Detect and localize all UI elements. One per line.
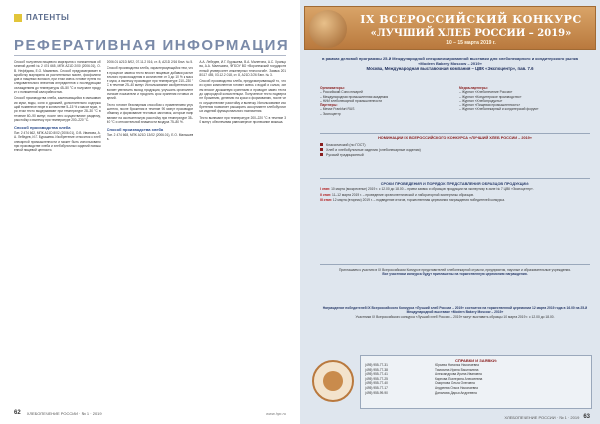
contacts-heading: СПРАВКИ И ЗАЯВКИ: bbox=[454, 358, 498, 363]
schedule-block bbox=[320, 182, 590, 203]
list-item: – Экспоцентр bbox=[320, 111, 341, 116]
media-partners-heading: Медиа-партнеры: bbox=[459, 86, 488, 90]
nomination-label: Русский традиционный bbox=[326, 153, 364, 157]
contacts-list bbox=[361, 363, 591, 395]
schedule-step-1 bbox=[320, 187, 590, 191]
step-label: II этап: bbox=[320, 192, 332, 197]
site-link[interactable]: www.hpr.ru bbox=[266, 411, 286, 416]
organizers-block bbox=[320, 86, 590, 116]
contest-intro bbox=[320, 56, 580, 71]
patent-paragraph: Способ производства хлеба, предусматривающий то, что из сухих компонентов готовят смесь с водой и солью, затем вносят дрожжевую суспензию и проводят замес теста до однородной консистенции. Полученное тесто подвергают брожению, делению на куски и формованию, после чего осуществляют расстойку и выпечку. Использование изобретения позволяет расширить ассортимент хлебобулочных изделий функционального назначения. bbox=[199, 79, 287, 114]
patent-paragraph: Тесто готовят безопарным способом с применением улучшителя, после брожения в течение 90 минут производят обминку и формование тестовых заготовок, которые направляют на окончательную расстойку при температуре 35–40 °С и относительной влажности воздуха 75–80 %. bbox=[106, 102, 194, 124]
patent-paragraph: 2006.01 A21D 8/02, 07.11.2 016, ст. 8, A21D 2/16 Бюл. № 5. bbox=[106, 60, 194, 64]
list-item: – Messe Frankfurt RUS bbox=[320, 107, 355, 112]
divider bbox=[320, 264, 590, 265]
patent-paragraph: Способ производства хлеба, характеризующийся тем, что в процессе замеса тесто вносят пищевые добавки растительного происхождения в количестве от 3 до 10 % к массе муки, а выпечку производят при температуре 210–230 °С в течение 25–40 минут. Использование изобретения позволяет увеличить выход продукции, улучшить органолептические показатели и продлить срок хранения готовых изделий. bbox=[106, 66, 194, 101]
patent-paragraph: Способ производства хлеба, заключающийся в смешивании муки, воды, соли и дрожжей, дополнительно содержащий тыквенное пюре в количестве 5–15 % к массе муки, при этом тесто выдерживают при температуре 28–30 °С в течение 60–90 минут, после чего осуществляют разделку, расстойку и выпечку при температуре 200–220 °С. bbox=[14, 96, 101, 122]
schedule-step-3 bbox=[320, 198, 590, 202]
step-label: I этап: bbox=[320, 187, 331, 192]
section-tag bbox=[14, 13, 69, 22]
bullet-icon bbox=[320, 143, 323, 146]
contact-row bbox=[361, 391, 591, 396]
list-item: – Международная промышленная академия bbox=[320, 94, 389, 99]
invite-block bbox=[320, 268, 590, 277]
patent-paragraph: Тесто выпекают при температуре 200–220 °С в течение 30 минут, обеспечивая равномерное пропекание мякиша. bbox=[199, 115, 287, 124]
list-item: – Российский Союз пекарей bbox=[320, 90, 363, 95]
nominations-heading: НОМИНАЦИИ IX ВСЕРОССИЙСКОГО КОНКУРСА «ЛУЧШИЙ ХЛЕБ РОССИИ – 2019» bbox=[378, 136, 532, 140]
nominations-list bbox=[320, 143, 590, 158]
organizers-list bbox=[320, 90, 451, 103]
patent-paragraph: Пат. 2 474 662, МПК A21D 8/02 (2006.01), О.В. Иванова, А.А. Лебедев, И.Г. Бурашева. Изобретение относится к хлебопекарной промышленности и может быть использовано при производстве хлеба и хлебобулочных изделий повышенной пищевой ценности. bbox=[14, 131, 101, 153]
article-column-1 bbox=[14, 60, 101, 405]
partners-list bbox=[320, 107, 451, 116]
contact-phone[interactable]: (495) 955-77-17 bbox=[365, 385, 388, 390]
rubric-divider bbox=[14, 55, 286, 56]
step-text: 12 марта (вторник) 2019 г. – подведение итогов, торжественная церемония награждения победителей конкурса. bbox=[332, 197, 505, 202]
contact-name: Юрьева Наталья Николаевна bbox=[435, 363, 479, 367]
divider bbox=[320, 178, 590, 179]
awards-block bbox=[320, 306, 590, 319]
bread-image-icon bbox=[309, 10, 347, 48]
contact-phone[interactable]: (495) 955-77-25 bbox=[365, 376, 388, 381]
list-item: – Журнал «Хлебопродукты» bbox=[459, 98, 503, 103]
article-column-2 bbox=[107, 60, 194, 405]
left-footer bbox=[14, 410, 102, 416]
journal-name: ХЛЕБОПЕЧЕНИЕ РОССИИ · № 1 · 2019 bbox=[504, 414, 580, 420]
list-item: – Журнал «Хлебопекарный и кондитерский форум» bbox=[459, 107, 539, 112]
schedule-step-2 bbox=[320, 193, 590, 197]
organizers-column-2 bbox=[459, 86, 590, 116]
bullet-icon bbox=[320, 148, 323, 151]
intro-text: в рамках деловой программы 25-й Международной специализированной выставки для хлебопекарного и кондитерского рынка «Modern Bakery Moscow – 2019» bbox=[322, 56, 578, 66]
partners-heading: Партнеры: bbox=[320, 103, 338, 108]
contact-phone[interactable]: (495) 955-77-38 bbox=[365, 367, 388, 372]
journal-name: ХЛЕБОПЕЧЕНИЕ РОССИИ · № 1 · 2019 bbox=[26, 410, 102, 416]
article-columns bbox=[14, 60, 286, 405]
patent-heading: Способ производства хлеба bbox=[14, 125, 71, 131]
nomination-label: Классический (по ГОСТ) bbox=[326, 143, 366, 147]
awards-bold: Награждение победителей IX Всероссийского Конкурса «Лучший хлеб России – 2019» состоится на торжественной церемонии 12 марта 2019 года в 16.00 на 25-й Международной выставке «Modern Bakery Moscow – 2019» bbox=[322, 306, 588, 315]
step-text: 10 марта (воскресенье) 2019 г. с 12.00 до 18.00 – прием заявок и образцов продукции на экспертизу в зале № 7 ЦВК «Экспоцентр». bbox=[331, 187, 534, 192]
page-number: 63 bbox=[583, 414, 590, 420]
bullet-icon bbox=[320, 153, 323, 156]
contact-phone[interactable]: (495) 955-77-40 bbox=[365, 381, 388, 386]
contact-name: Тимохина Ирина Васильевна bbox=[435, 367, 479, 372]
step-text: 11–12 марта 2019 г. – проведение органолептической и лабораторной экспертизы образцов. bbox=[332, 192, 474, 197]
right-page bbox=[300, 0, 600, 424]
list-item: – НИИ хлебопекарной промышленности bbox=[320, 98, 383, 103]
patent-paragraph: Способ получения пищевого маргарина с пониженным объемной долей № 2 474 665, МПК A21D 2/00 (2006.01), О.В. Нефёдова, Е.О. Мамзевич. Способ предусматривает выработку маргарина из растительных масел, фосфолипидов и пищевых волокон, при этом смесь готовят путем последовательного внесения ингредиентов с последующим охлаждением до температуры 45–50 °С и получают продукт с пониженной калорийностью. bbox=[14, 60, 101, 95]
contact-name: Андреева Ольга Николаевна bbox=[435, 385, 478, 390]
banner-dates: 10 – 15 марта 2019 г. bbox=[446, 40, 496, 46]
organizers-column-1 bbox=[320, 86, 451, 116]
list-item: – Журнал «Кондитерское производство» bbox=[459, 94, 522, 99]
banner-title-2: «ЛУЧШИЙ ХЛЕБ РОССИИ – 2019» bbox=[370, 28, 572, 39]
contact-phone[interactable]: (495) 955-77-31 bbox=[365, 363, 388, 367]
list-item: – Журнал «Хлебопечение России» bbox=[459, 90, 513, 95]
contact-name: Смирнова Ольга Олеговна bbox=[435, 381, 475, 386]
banner-title-1: IX ВСЕРОССИЙСКИЙ КОНКУРС bbox=[360, 13, 582, 26]
patent-paragraph: Пат. 2 474 668, МПК A21D 13/02 (2006.01), Е.О. Малышева. bbox=[106, 133, 194, 142]
media-partners-list bbox=[459, 90, 590, 111]
awards-text: Участники IX Всероссийского конкурса «Лучший хлеб России – 2019» могут выставить образцы 10 марта 2019 г. с 12.00 до 18.00. bbox=[355, 314, 555, 319]
page-number: 62 bbox=[14, 410, 21, 416]
contact-name: Карпова Екатерина Алексеевна bbox=[435, 376, 483, 381]
contacts-box bbox=[360, 355, 592, 409]
contact-phone[interactable]: (495) 955-77-41 bbox=[365, 372, 388, 377]
contest-banner bbox=[304, 6, 596, 50]
section-label: ПАТЕНТЫ bbox=[26, 13, 70, 22]
rubric-title: РЕФЕРАТИВНАЯ ИНФОРМАЦИЯ bbox=[14, 37, 290, 54]
section-square-icon bbox=[14, 14, 22, 22]
contact-phone[interactable]: (495) 955-99-90 bbox=[365, 390, 388, 395]
invite-text: Приглашаем к участию в IX Всероссийском Конкурсе представителей хлебопекарной отрасли, предприятия, научные и образовательные учреждения. bbox=[339, 268, 571, 272]
right-footer bbox=[504, 414, 590, 420]
divider bbox=[320, 133, 590, 134]
step-label: III этап: bbox=[320, 197, 332, 202]
contest-logo-icon bbox=[312, 360, 354, 402]
contact-name: Александрова Ирина Ивановна bbox=[435, 372, 482, 377]
organizers-heading: Организаторы: bbox=[320, 86, 345, 90]
list-item: – Журнал «Пищевая промышленность» bbox=[459, 103, 521, 108]
patent-heading: Способ производства хлеба bbox=[106, 127, 164, 133]
nomination-item bbox=[320, 153, 590, 158]
patent-paragraph: А.А. Лебедев, И.Г. Бурашева, В.А. Малетина, А.С. Храпцова, А.А. Малешина, ФГБОУ ВО «Воронежский государственный университет инженерных технологий». Заявка 2018/117 455, 03.12.2 018, ст. 8, A21D 2/26 Бюл. № 3. bbox=[199, 60, 287, 77]
article-column-3 bbox=[199, 60, 286, 405]
invite-bold: Все участники конкурса будут приглашены на торжественную церемонию награждения. bbox=[382, 272, 528, 277]
nomination-label: Хлеб и хлебобулочные изделия (хлебопекарные изделия) bbox=[326, 148, 421, 152]
contact-name: Данилова Дарья Андреевна bbox=[435, 390, 477, 395]
intro-place: Москва, Международная выставочная компания – ЦВК «Экспоцентр», пав. 7.6 bbox=[366, 66, 534, 71]
schedule-heading: СРОКИ ПРОВЕДЕНИЯ И ПОРЯДОК ПРЕДСТАВЛЕНИЯ ОБРАЗЦОВ ПРОДУКЦИИ: bbox=[380, 182, 530, 186]
